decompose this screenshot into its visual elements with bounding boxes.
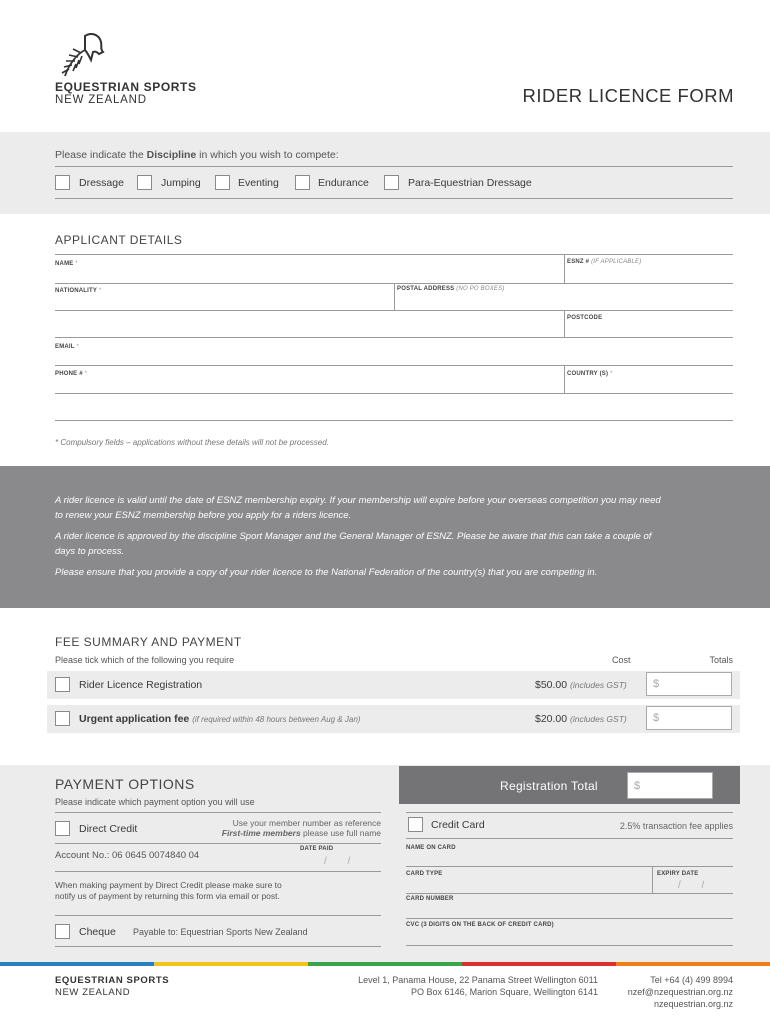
org-country: NEW ZEALAND bbox=[55, 94, 147, 106]
phone-field[interactable] bbox=[55, 379, 563, 393]
cvc-label: CVC (3 DIGITS ON THE BACK OF CREDIT CARD) bbox=[406, 922, 554, 928]
direct-credit-reference: Use your member number as reference First-time members please use full name bbox=[221, 818, 381, 838]
stripe-red bbox=[462, 962, 616, 966]
urgent-label: Urgent application fee (if required within 48 hours between Aug & Jan) bbox=[79, 713, 361, 725]
stripe-blue bbox=[0, 962, 154, 966]
nationality-field[interactable] bbox=[55, 296, 393, 310]
esnz-label: ESNZ # (IF APPLICABLE) bbox=[567, 259, 642, 265]
name-label: NAME * bbox=[55, 261, 78, 267]
jumping-checkbox[interactable] bbox=[137, 175, 152, 190]
stripe-green bbox=[308, 962, 462, 966]
registration-total-field[interactable]: $ bbox=[646, 672, 732, 696]
registration-checkbox[interactable] bbox=[55, 677, 70, 692]
urgent-checkbox[interactable] bbox=[55, 711, 70, 726]
cvc-field[interactable] bbox=[406, 929, 733, 944]
endurance-label: Endurance bbox=[318, 177, 369, 189]
fee-row-urgent bbox=[47, 705, 740, 733]
credit-card-checkbox[interactable] bbox=[408, 817, 423, 832]
email-field[interactable] bbox=[55, 351, 732, 365]
stripe-yellow bbox=[154, 962, 308, 966]
registration-cost: $50.00 (includes GST) bbox=[535, 679, 627, 691]
name-on-card-field[interactable] bbox=[406, 852, 733, 866]
country-label: COUNTRY (S) * bbox=[567, 371, 613, 377]
eventing-checkbox[interactable] bbox=[215, 175, 230, 190]
card-number-field[interactable] bbox=[406, 903, 733, 917]
fee-title: FEE SUMMARY AND PAYMENT bbox=[55, 635, 242, 649]
jumping-label: Jumping bbox=[161, 177, 201, 189]
account-number: Account No.: 06 0645 0074840 04 bbox=[55, 850, 200, 861]
fern-horse-logo-icon bbox=[55, 30, 107, 80]
registration-total-bar bbox=[399, 766, 740, 804]
fee-subtitle: Please tick which of the following you require bbox=[55, 655, 235, 665]
color-stripe bbox=[0, 962, 770, 966]
discipline-section bbox=[0, 132, 770, 214]
cheque-checkbox[interactable] bbox=[55, 924, 70, 939]
card-number-label: CARD NUMBER bbox=[406, 896, 454, 902]
date-paid-label: DATE PAID bbox=[300, 846, 334, 852]
payment-subtitle: Please indicate which payment option you will use bbox=[55, 797, 255, 807]
info-band bbox=[0, 466, 770, 608]
fee-row-registration bbox=[47, 671, 740, 699]
applicant-title: APPLICANT DETAILS bbox=[55, 233, 183, 247]
org-name: EQUESTRIAN SPORTS bbox=[55, 80, 197, 94]
footer-email[interactable]: nzef@nzequestrian.org.nz bbox=[627, 987, 733, 997]
expiry-date-field[interactable]: / / bbox=[678, 880, 705, 891]
dressage-label: Dressage bbox=[79, 177, 124, 189]
discipline-prompt: Please indicate the Discipline in which you wish to compete: bbox=[55, 149, 339, 161]
footer-org-name: EQUESTRIAN SPORTS bbox=[55, 975, 170, 986]
footer-contact bbox=[628, 974, 733, 1010]
page-title: RIDER LICENCE FORM bbox=[522, 85, 734, 106]
date-paid-field[interactable]: / / bbox=[324, 856, 351, 867]
urgent-cost: $20.00 (includes GST) bbox=[535, 713, 627, 725]
cheque-payable: Payable to: Equestrian Sports New Zealand bbox=[133, 927, 308, 937]
info-approval: A rider licence is approved by the discipline Sport Manager and the General Manager of ESNZ. Please be aware that this can take a couple of days to process. bbox=[55, 531, 652, 557]
endurance-checkbox[interactable] bbox=[295, 175, 310, 190]
email-label: EMAIL * bbox=[55, 344, 79, 350]
direct-credit-label: Direct Credit bbox=[79, 823, 138, 835]
credit-card-fee: 2.5% transaction fee applies bbox=[619, 821, 733, 831]
country-field[interactable] bbox=[567, 379, 732, 393]
name-field[interactable] bbox=[55, 268, 563, 282]
eventing-label: Eventing bbox=[238, 177, 279, 189]
compulsory-note: * Compulsory fields – applications without these details will not be processed. bbox=[55, 438, 329, 447]
totals-header: Totals bbox=[709, 655, 733, 665]
direct-credit-checkbox[interactable] bbox=[55, 821, 70, 836]
registration-total-field[interactable]: $ bbox=[627, 772, 713, 799]
footer-org-country: NEW ZEALAND bbox=[55, 987, 131, 998]
dressage-checkbox[interactable] bbox=[55, 175, 70, 190]
urgent-total-field[interactable]: $ bbox=[646, 706, 732, 730]
postal-address-label: POSTAL ADDRESS (NO PO BOXES) bbox=[397, 286, 505, 292]
postcode-label: POSTCODE bbox=[567, 315, 603, 321]
cost-header: Cost bbox=[612, 655, 631, 665]
credit-card-label: Credit Card bbox=[431, 819, 485, 831]
registration-total-label: Registration Total bbox=[500, 779, 598, 793]
footer-address: Level 1, Panama House, 22 Panama Street Wellington 6011 PO Box 6146, Marion Square, Wellington 6141 bbox=[358, 975, 598, 997]
nationality-label: NATIONALITY * bbox=[55, 288, 102, 294]
cheque-label: Cheque bbox=[79, 926, 116, 938]
footer-website[interactable]: nzequestrian.org.nz bbox=[653, 999, 733, 1009]
footer-phone: Tel +64 (4) 499 8994 bbox=[650, 975, 733, 985]
para-dressage-checkbox[interactable] bbox=[384, 175, 399, 190]
card-type-field[interactable] bbox=[406, 878, 651, 892]
name-on-card-label: NAME ON CARD bbox=[406, 845, 456, 851]
info-federation: Please ensure that you provide a copy of your rider licence to the National Federation of the country(s) that you are competing in. bbox=[55, 567, 598, 578]
phone-label: PHONE # * bbox=[55, 371, 88, 377]
postcode-field[interactable] bbox=[567, 322, 732, 337]
payment-title: PAYMENT OPTIONS bbox=[55, 776, 195, 792]
direct-credit-note: When making payment by Direct Credit please make sure to notify us of payment by returning this form via email or post. bbox=[55, 880, 282, 901]
expiry-date-label: EXPIRY DATE bbox=[657, 871, 699, 877]
registration-label: Rider Licence Registration bbox=[79, 679, 203, 691]
extra-field[interactable] bbox=[55, 395, 732, 419]
info-validity: A rider licence is valid until the date of ESNZ membership expiry. If your membership will expire before your overseas competition you may need to renew your ESNZ membership before you apply for a riders licence. bbox=[55, 495, 661, 521]
card-type-label: CARD TYPE bbox=[406, 871, 443, 877]
para-dressage-label: Para-Equestrian Dressage bbox=[408, 177, 532, 189]
postal-address-field[interactable] bbox=[397, 294, 732, 310]
esnz-field[interactable] bbox=[567, 267, 732, 282]
stripe-orange bbox=[616, 962, 770, 966]
